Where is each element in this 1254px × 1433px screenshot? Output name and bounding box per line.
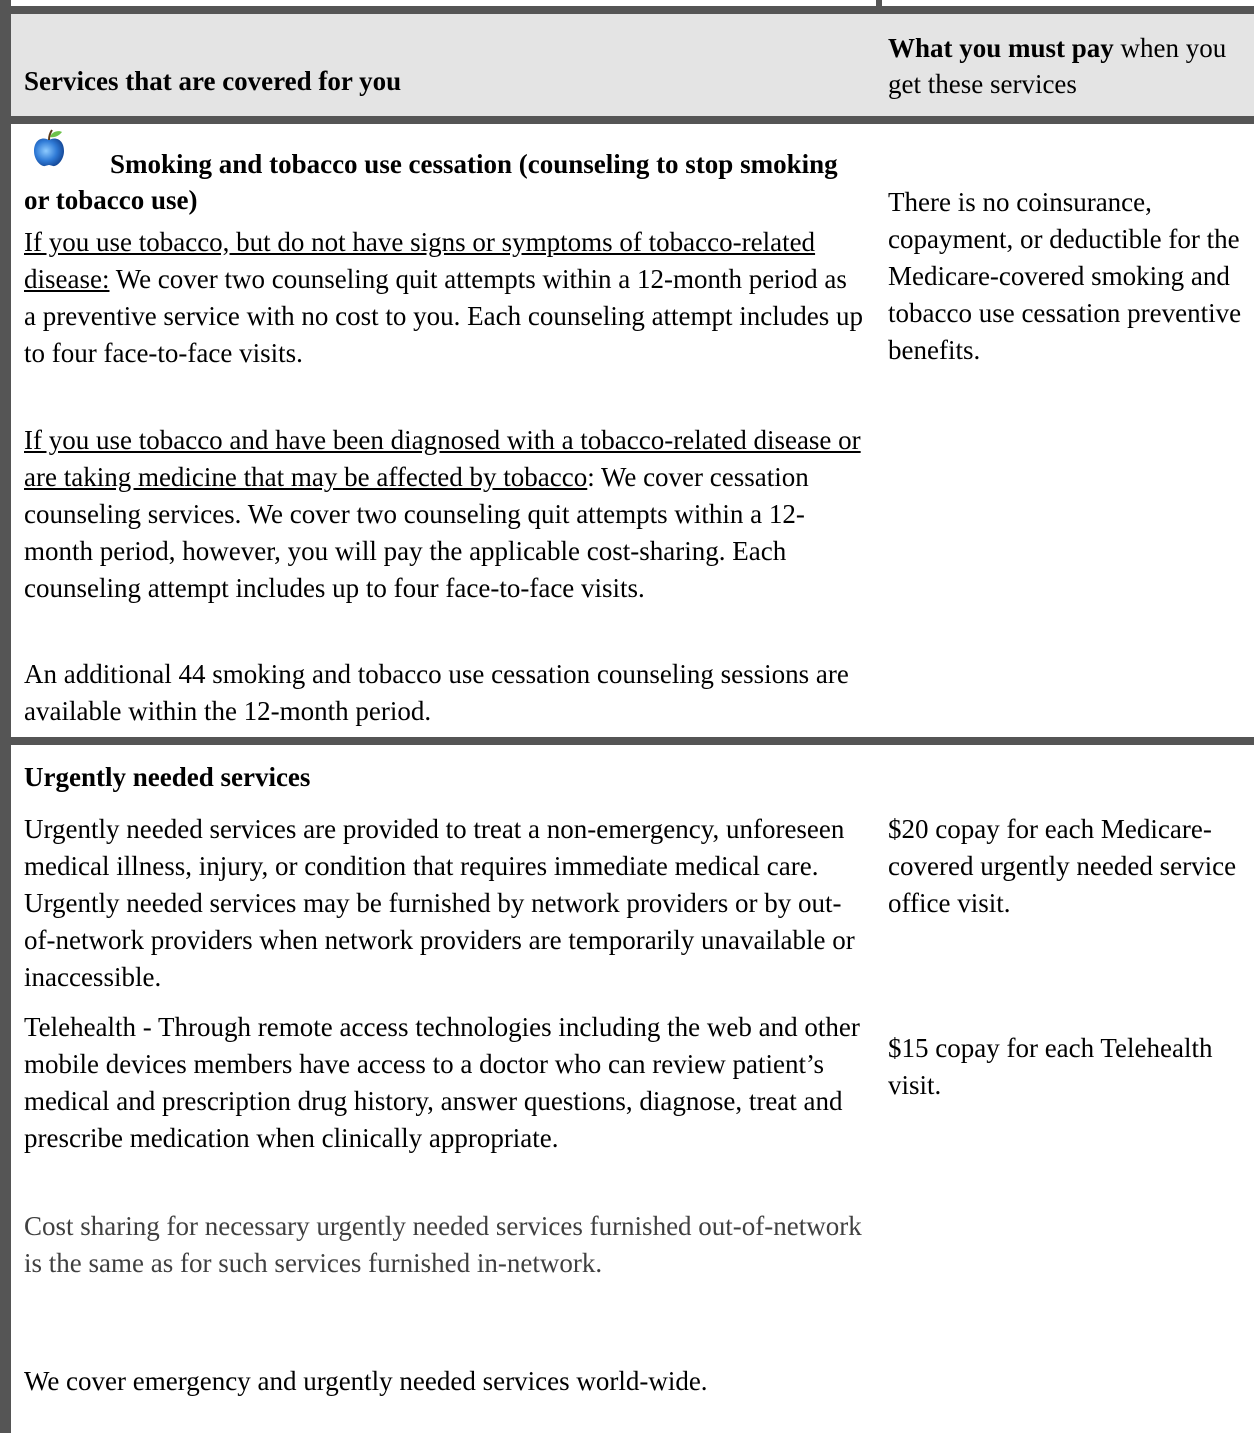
smoking-paragraph-3: An additional 44 smoking and tobacco use cessation counseling sessions are available within the 12-month period. [24,659,849,726]
smoking-paragraph-2 [24,422,864,607]
header-bottom-border [0,116,1254,124]
smoking-paragraph-2-condition: If you use tobacco and have been diagnosed with a tobacco-related disease or are taking medicine that may be affected by tobacco [24,425,861,492]
urgent-cost-office-visit: $20 copay for each Medicare-covered urgently needed service office visit. [888,814,1237,918]
urgent-paragraph-3: Cost sharing for necessary urgently needed services furnished out-of-network is the same as for such services furnished in-network. [24,1211,862,1278]
header-what-you-pay-bold: What you must pay [888,33,1114,63]
table-left-border [0,0,11,1433]
smoking-cost-text: There is no coinsurance, copayment, or deductible for the Medicare-covered smoking and tobacco use cessation preventive benefits. [888,187,1242,365]
urgent-section-title: Urgently needed services [24,762,311,792]
smoking-paragraph-1-body: We cover two counseling quit attempts within a 12-month period as a preventive service with no cost to you. Each counseling attempt includes up to four face-to-face visits. [24,264,864,368]
header-what-you-pay-rest: when you get these services [888,33,1227,99]
urgent-paragraph-4: We cover emergency and urgently needed services world-wide. [24,1366,708,1396]
smoking-paragraph-1 [24,224,864,372]
section-divider [0,737,1254,745]
urgent-cost-telehealth: $15 copay for each Telehealth visit. [888,1033,1213,1100]
smoking-paragraph-2-body: : We cover cessation counseling services. We cover two counseling quit attempts within a 12-month period, however, you will pay the applicable cost-sharing. Each counseling attempt includes up to four face-to-face visits. [24,462,809,603]
table-top-border [0,6,1254,14]
smoking-paragraph-1-condition: If you use tobacco, but do not have signs or symptoms of tobacco-related disease: [24,227,816,294]
header-services-covered: Services that are covered for you [24,66,402,96]
urgent-paragraph-2: Telehealth - Through remote access technologies including the web and other mobile devices members have access to a doctor who can review patient’s medical and prescription drug history, answer questions, diagnose, treat and prescribe medication when clinically appropriate. [24,1012,860,1153]
header-what-you-pay [888,30,1254,102]
smoking-section-title: Smoking and tobacco use cessation (counseling to stop smoking or tobacco use) [24,149,838,215]
urgent-paragraph-1: Urgently needed services are provided to treat a non-emergency, unforeseen medical illness, injury, or condition that requires immediate medical care. Urgently needed services may be furnished by network providers or by out-of-network providers when network providers are temporarily unavailable or inaccessible. [24,814,855,992]
column-divider-tick [876,0,882,14]
